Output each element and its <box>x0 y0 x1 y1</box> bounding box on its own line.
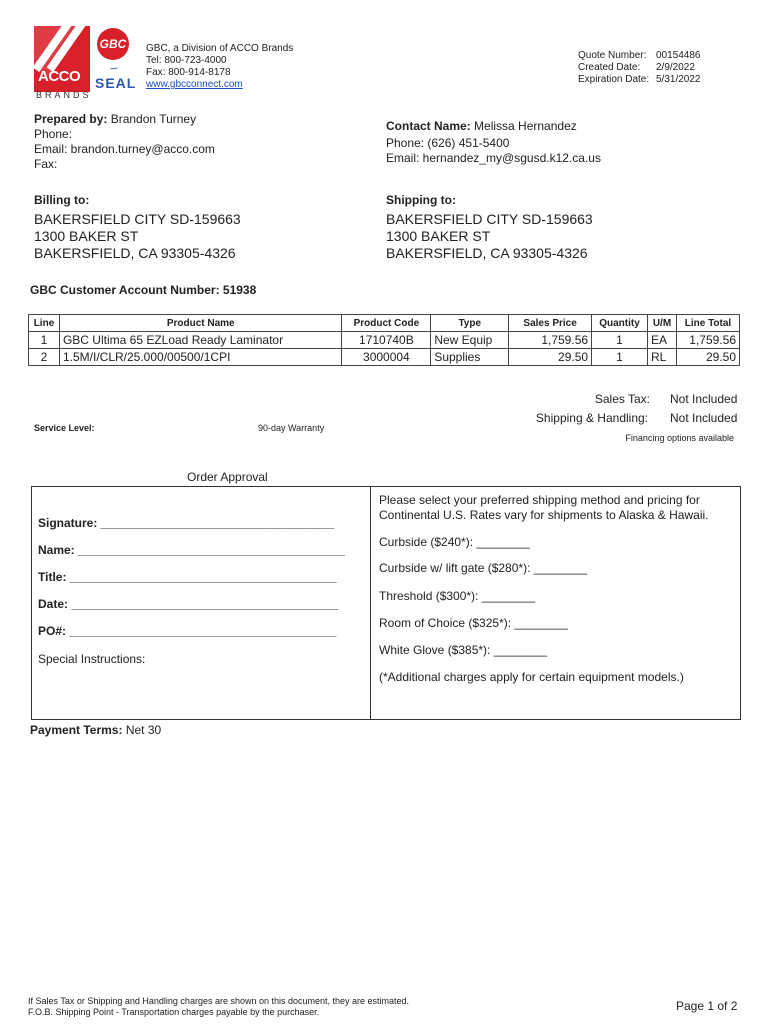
expiration-date: 5/31/2022 <box>656 74 701 85</box>
name-field[interactable]: Name: ________________________________________ <box>38 543 345 557</box>
billing-line1: BAKERSFIELD CITY SD-159663 <box>34 211 241 227</box>
date-field[interactable]: Date: ________________________________________ <box>38 597 339 611</box>
shipping-option-white-glove[interactable]: White Glove ($385*): ________ <box>379 643 548 657</box>
cell-sales-price: 1,759.56 <box>509 332 592 349</box>
signature-field[interactable]: Signature: ___________________________________ <box>38 516 335 530</box>
footer-note-1: If Sales Tax or Shipping and Handling charges are shown on this document, they are estimated. <box>28 996 410 1006</box>
col-header-sales-price: Sales Price <box>509 315 592 332</box>
cell-um: RL <box>648 349 677 366</box>
shipping-method-note <box>379 493 708 523</box>
shipping-line2: 1300 BAKER ST <box>386 228 491 244</box>
additional-charges-note: (*Additional charges apply for certain equipment models.) <box>379 670 684 684</box>
col-header-line-total: Line Total <box>676 315 739 332</box>
seal-icon: ∽ <box>109 63 119 75</box>
shipping-line1: BAKERSFIELD CITY SD-159663 <box>386 211 593 227</box>
prepared-by-label: Prepared by: <box>34 112 108 126</box>
col-header-um: U/M <box>648 315 677 332</box>
cell-line-total: 29.50 <box>676 349 739 366</box>
gbc-logo: GBC <box>97 28 129 60</box>
acco-brands-text: BRANDS <box>36 90 92 100</box>
created-date: 2/9/2022 <box>656 62 695 73</box>
company-website-link[interactable]: www.gbcconnect.com <box>146 79 243 90</box>
cell-sales-price: 29.50 <box>509 349 592 366</box>
col-header-quantity: Quantity <box>592 315 648 332</box>
payment-terms-value: Net 30 <box>125 723 162 737</box>
cell-product-code: 1710740B <box>342 332 431 349</box>
cell-product-code: 3000004 <box>342 349 431 366</box>
shipping-option-room-of-choice[interactable]: Room of Choice ($325*): ________ <box>379 616 568 630</box>
contact-phone: Phone: (626) 451-5400 <box>386 136 510 150</box>
payment-terms-label: Payment Terms: <box>30 723 123 737</box>
quote-info <box>578 50 701 86</box>
billing-block <box>34 193 241 262</box>
footer-note-2: F.O.B. Shipping Point - Transportation charges payable by the purchaser. <box>28 1007 320 1017</box>
shipping-option-curbside-liftgate[interactable]: Curbside w/ lift gate ($280*): ________ <box>379 561 588 575</box>
seal-logo: SEAL <box>95 75 137 91</box>
cell-line: 1 <box>29 332 60 349</box>
shipping-note-line2: Continental U.S. Rates vary for shipments to Alaska & Hawaii. <box>379 508 709 522</box>
shipping-block <box>386 193 593 262</box>
company-tel: Tel: 800-723-4000 <box>146 55 227 66</box>
billing-label: Billing to: <box>34 193 90 207</box>
quote-number: 00154486 <box>656 50 701 61</box>
line-items-table <box>28 314 740 366</box>
sales-tax-value: Not Included <box>670 392 738 406</box>
page-number: Page 1 of 2 <box>676 999 738 1013</box>
prepared-by-name: Brandon Turney <box>110 112 197 126</box>
contact-name-label: Contact Name: <box>386 119 471 133</box>
service-level-label: Service Level: <box>34 423 95 433</box>
cell-type: Supplies <box>431 349 509 366</box>
acco-logo: ACCO <box>34 26 90 92</box>
order-approval-title: Order Approval <box>187 470 268 484</box>
billing-line2: 1300 BAKER ST <box>34 228 139 244</box>
quote-number-label: Quote Number: <box>578 50 647 61</box>
prepared-phone: Phone: <box>34 127 73 141</box>
col-header-type: Type <box>431 315 509 332</box>
created-date-label: Created Date: <box>578 62 641 73</box>
sales-tax-label: Sales Tax: <box>594 392 650 406</box>
po-field[interactable]: PO#: ________________________________________ <box>38 624 337 638</box>
company-fax: Fax: 800-914-8178 <box>146 67 231 78</box>
shipping-label: Shipping to: <box>386 193 456 207</box>
cell-um: EA <box>648 332 677 349</box>
shipping-handling-label: Shipping & Handling: <box>535 411 648 425</box>
table-header-row <box>29 315 740 332</box>
shipping-line3: BAKERSFIELD, CA 93305-4326 <box>386 245 588 261</box>
cell-type: New Equip <box>431 332 509 349</box>
company-info <box>146 43 293 91</box>
shipping-note-line1: Please select your preferred shipping method and pricing for <box>379 493 700 507</box>
shipping-option-curbside[interactable]: Curbside ($240*): ________ <box>379 535 530 549</box>
contact-email: Email: hernandez_my@sgusd.k12.ca.us <box>386 151 601 165</box>
customer-account-number: GBC Customer Account Number: 51938 <box>30 283 257 297</box>
table-row <box>29 332 740 349</box>
billing-line3: BAKERSFIELD, CA 93305-4326 <box>34 245 236 261</box>
cell-line-total: 1,759.56 <box>676 332 739 349</box>
cell-line: 2 <box>29 349 60 366</box>
contact-name: Melissa Hernandez <box>474 119 577 133</box>
col-header-line: Line <box>29 315 60 332</box>
footer-notes <box>28 996 409 1018</box>
approval-divider <box>370 486 371 719</box>
table-row <box>29 349 740 366</box>
shipping-handling-value: Not Included <box>670 411 738 425</box>
shipping-option-threshold[interactable]: Threshold ($300*): ________ <box>379 589 536 603</box>
col-header-product-name: Product Name <box>59 315 341 332</box>
prepared-email: Email: brandon.turney@acco.com <box>34 142 215 156</box>
cell-product-name: 1.5M/I/CLR/25.000/00500/1CPI <box>59 349 341 366</box>
service-level-value: 90-day Warranty <box>258 423 325 433</box>
cell-quantity: 1 <box>592 332 648 349</box>
special-instructions-label: Special Instructions: <box>38 652 146 666</box>
cell-quantity: 1 <box>592 349 648 366</box>
contact-block <box>386 119 601 166</box>
expiration-date-label: Expiration Date: <box>578 74 650 85</box>
prepared-fax: Fax: <box>34 157 58 171</box>
company-name: GBC, a Division of ACCO Brands <box>146 43 294 54</box>
cell-product-name: GBC Ultima 65 EZLoad Ready Laminator <box>59 332 341 349</box>
prepared-by-block <box>34 112 215 172</box>
title-field[interactable]: Title: ________________________________________ <box>38 570 337 584</box>
col-header-product-code: Product Code <box>342 315 431 332</box>
financing-note: Financing options available <box>625 433 734 443</box>
payment-terms <box>30 723 161 738</box>
